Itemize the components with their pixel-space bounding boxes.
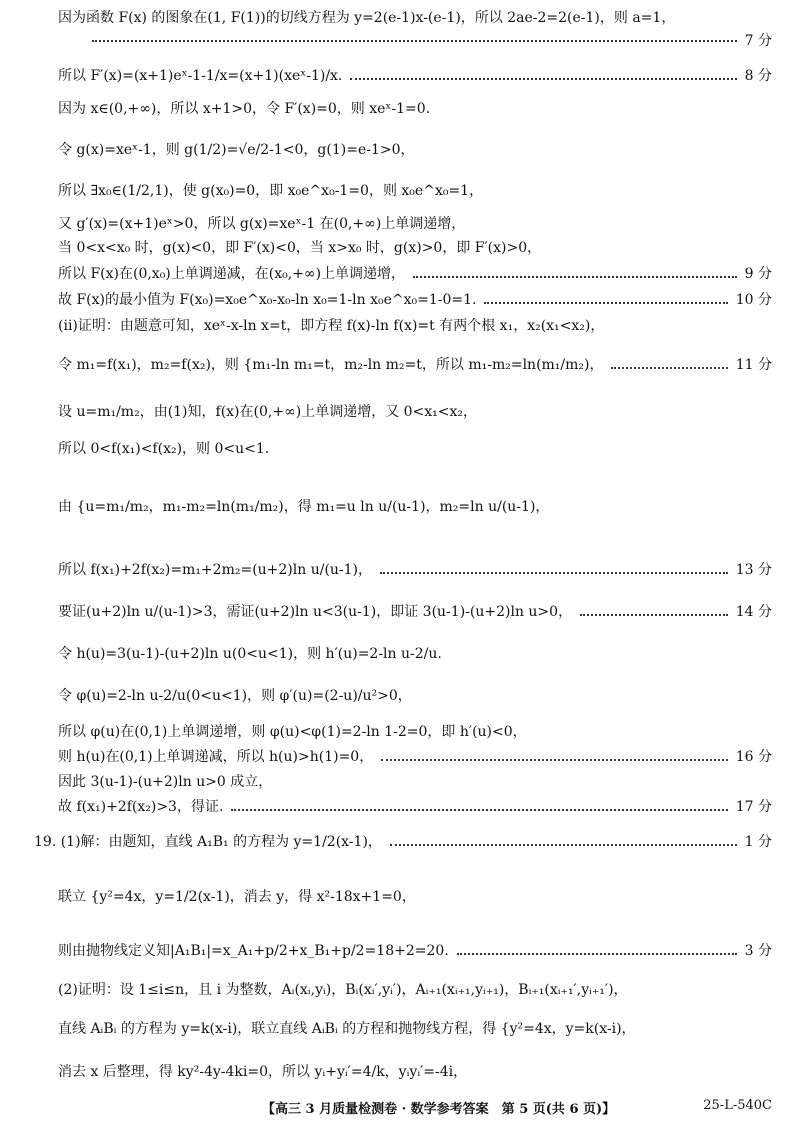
solution-line: 19. (1)解：由题知，直线 A₁B₁ 的方程为 y=1/2(x-1)， 1 分 xyxy=(34,834,772,850)
solution-line: 所以 φ(u)在(0,1)上单调递增，则 φ(u)<φ(1)=2-ln 1-2=0，即 h′(u)<0， xyxy=(58,724,527,740)
solution-line: 设 u=m₁/m₂，由(1)知，f(x)在(0,+∞)上单调递增，又 0<x₁<x₂， xyxy=(58,404,478,420)
solution-line: 由 {u=m₁/m₂，m₁-m₂=ln(m₁/m₂)，得 m₁=u ln u/(u-1)，m₂=ln u/(u-1)， xyxy=(58,499,550,515)
solution-line: 联立 {y²=4x，y=1/2(x-1)，消去 y，得 x²-18x+1=0， xyxy=(58,889,416,905)
solution-line: (ⅱ)证明：由题意可知，xeˣ-x-ln x=t，即方程 f(x)-ln f(x)=t 有两个根 x₁，x₂(x₁<x₂)， xyxy=(58,318,605,334)
solution-line: 故 f(x₁)+2f(x₂)>3，得证. 17 分 xyxy=(58,799,772,815)
solution-line: 当 0<x<x₀ 时，g(x)<0，即 F′(x)<0，当 x>x₀ 时，g(x)>0，即 F′(x)>0， xyxy=(58,240,542,256)
solution-line: 令 h(u)=3(u-1)-(u+2)ln u(0<u<1)，则 h′(u)=2-ln u-2/u. xyxy=(58,646,442,662)
solution-line: 则 h(u)在(0,1)上单调递减，所以 h(u)>h(1)=0， 16 分 xyxy=(58,749,772,765)
solution-line: 消去 x 后整理，得 ky²-4y-4ki=0，所以 yᵢ+yᵢ′=4/k，yᵢyᵢ′=-4i， xyxy=(58,1064,468,1080)
solution-line: 所以 f(x₁)+2f(x₂)=m₁+2m₂=(u+2)ln u/(u-1)， 13 分 xyxy=(58,562,772,578)
footer-title: 【高三 3 月质量检测卷 · 数学参考答案 第 5 页(共 6 页)】 xyxy=(262,1102,616,1117)
solution-line: 令 g(x)=xeˣ-1，则 g(1/2)=√e/2-1<0，g(1)=e-1>0， xyxy=(58,142,415,158)
score-mark: 8 分 xyxy=(744,68,772,84)
solution-line: 因为函数 F(x) 的图象在(1, F(1))的切线方程为 y=2(e-1)x-(e-1)，所以 2ae-2=2(e-1)，则 a=1， xyxy=(58,10,676,26)
score-mark: 16 分 xyxy=(735,749,772,765)
solution-line: 直线 AᵢBᵢ 的方程为 y=k(x-i)，联立直线 AᵢBᵢ 的方程和抛物线方程，得 {y²=4x，y=k(x-i)， xyxy=(58,1021,636,1037)
score-mark: 10 分 xyxy=(735,292,772,308)
solution-line: 又 g′(x)=(x+1)eˣ>0，所以 g(x)=xeˣ-1 在(0,+∞)上单调递增， xyxy=(58,216,466,232)
solution-line: 令 φ(u)=2-ln u-2/u(0<u<1)，则 φ′(u)=(2-u)/u²>0， xyxy=(58,688,412,704)
score-mark: 14 分 xyxy=(735,604,772,620)
solution-line: 所以 F(x)在(0,x₀)上单调递减，在(x₀,+∞)上单调递增， 9 分 xyxy=(58,266,772,282)
solution-line: 所以 ∃x₀∈(1/2,1)，使 g(x₀)=0，即 x₀e^x₀-1=0，则 x₀e^x₀=1， xyxy=(58,183,484,199)
solution-line: 因为 x∈(0,+∞)，所以 x+1>0，令 F′(x)=0，则 xeˣ-1=0. xyxy=(58,101,431,117)
document-code: 25-L-540C xyxy=(703,1098,772,1113)
solution-line: 令 m₁=f(x₁)，m₂=f(x₂)，则 {m₁-ln m₁=t，m₂-ln m₂=t，所以 m₁-m₂=ln(m₁/m₂)， 11 分 xyxy=(58,357,772,373)
solution-line: 则由抛物线定义知|A₁B₁|=x_A₁+p/2+x_B₁+p/2=18+2=20. 3 分 xyxy=(58,943,772,959)
score-leader xyxy=(92,31,772,51)
solution-line: 所以 0<f(x₁)<f(x₂)，则 0<u<1. xyxy=(58,441,270,457)
score-mark: 11 分 xyxy=(735,357,772,373)
score-mark: 17 分 xyxy=(735,799,772,815)
score-mark: 1 分 xyxy=(744,834,772,850)
score-mark: 3 分 xyxy=(744,943,772,959)
score-mark: 13 分 xyxy=(735,562,772,578)
solution-line: 因此 3(u-1)-(u+2)ln u>0 成立， xyxy=(58,774,273,790)
solution-line: 要证(u+2)ln u/(u-1)>3，需证(u+2)ln u<3(u-1)，即证 3(u-1)-(u+2)ln u>0， 14 分 xyxy=(58,604,772,620)
solution-line: (2)证明：设 1≤i≤n，且 i 为整数，Aᵢ(xᵢ,yᵢ)，Bᵢ(xᵢ′,yᵢ′)，Aᵢ₊₁(xᵢ₊₁,yᵢ₊₁)，Bᵢ₊₁(xᵢ₊₁′,yᵢ₊₁′)， xyxy=(58,982,628,998)
score-mark: 9 分 xyxy=(744,266,772,282)
solution-line: 所以 F′(x)=(x+1)eˣ-1-1/x=(x+1)(xeˣ-1)/x. 8 分 xyxy=(58,68,772,84)
solution-line: 故 F(x)的最小值为 F(x₀)=x₀e^x₀-x₀-ln x₀=1-ln x₀e^x₀=1-0=1. 10 分 xyxy=(58,292,772,308)
score-mark: 7 分 xyxy=(744,33,772,49)
